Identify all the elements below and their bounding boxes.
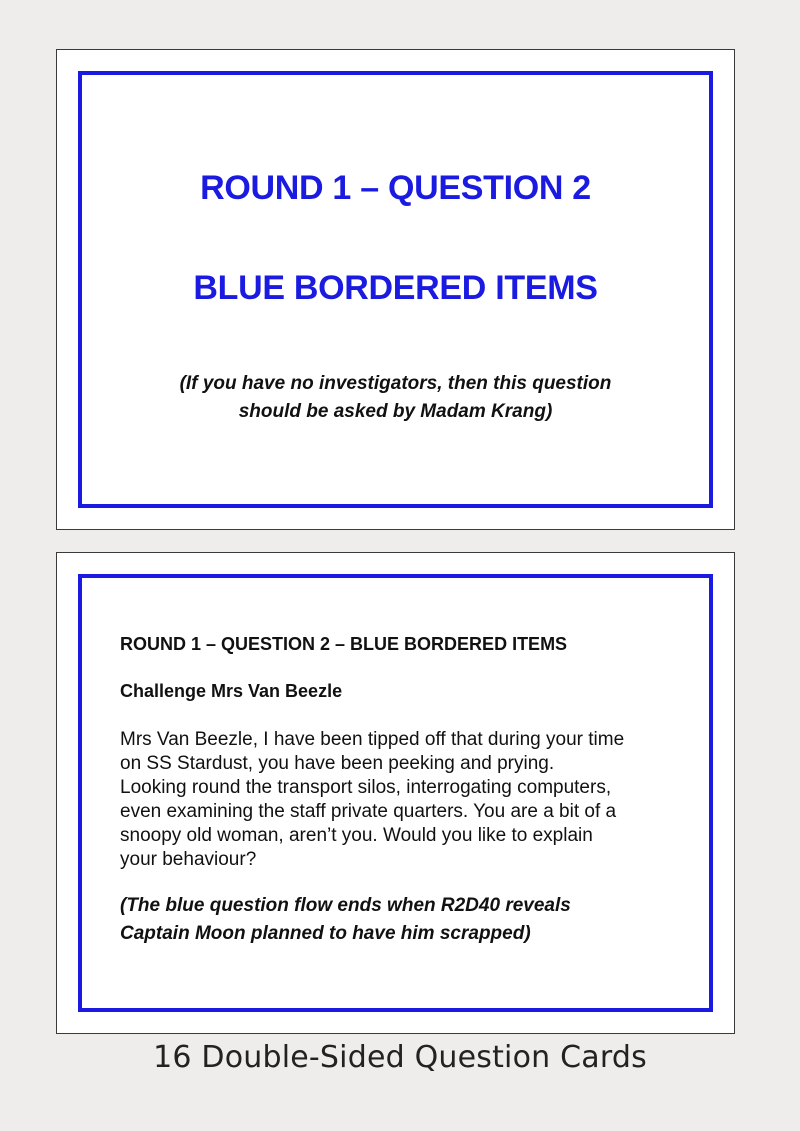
- front-note: [82, 370, 709, 426]
- round-question-title: ROUND 1 – QUESTION 2: [200, 169, 591, 207]
- question-body: [120, 728, 679, 872]
- body-line: on SS Stardust, you have been peeking and prying.: [120, 753, 555, 774]
- category-title: BLUE BORDERED ITEMS: [193, 269, 598, 307]
- note-line: (The blue question flow ends when R2D40 reveals: [120, 895, 571, 916]
- body-line: snoopy old woman, aren’t you. Would you like to explain: [120, 825, 593, 846]
- body-line: Mrs Van Beezle, I have been tipped off that during your time: [120, 729, 625, 750]
- flow-end-note: [120, 892, 679, 948]
- caption: 16 Double-Sided Question Cards: [153, 1040, 647, 1075]
- front-note-line: should be asked by Madam Krang): [238, 401, 553, 422]
- challenge-heading: Challenge Mrs Van Beezle: [120, 681, 343, 701]
- question-card-front: [56, 49, 735, 530]
- body-line: even examining the staff private quarters. You are a bit of a: [120, 801, 617, 822]
- back-heading: ROUND 1 – QUESTION 2 – BLUE BORDERED ITEMS: [120, 634, 568, 654]
- back-content: [120, 634, 679, 948]
- blue-border-frame: [78, 71, 713, 508]
- front-note-line: (If you have no investigators, then this question: [179, 373, 612, 394]
- question-card-back: [56, 552, 735, 1034]
- blue-border-frame: [78, 574, 713, 1012]
- body-line: your behaviour?: [120, 849, 257, 870]
- note-line: Captain Moon planned to have him scrapped): [120, 923, 531, 944]
- body-line: Looking round the transport silos, interrogating computers,: [120, 777, 612, 798]
